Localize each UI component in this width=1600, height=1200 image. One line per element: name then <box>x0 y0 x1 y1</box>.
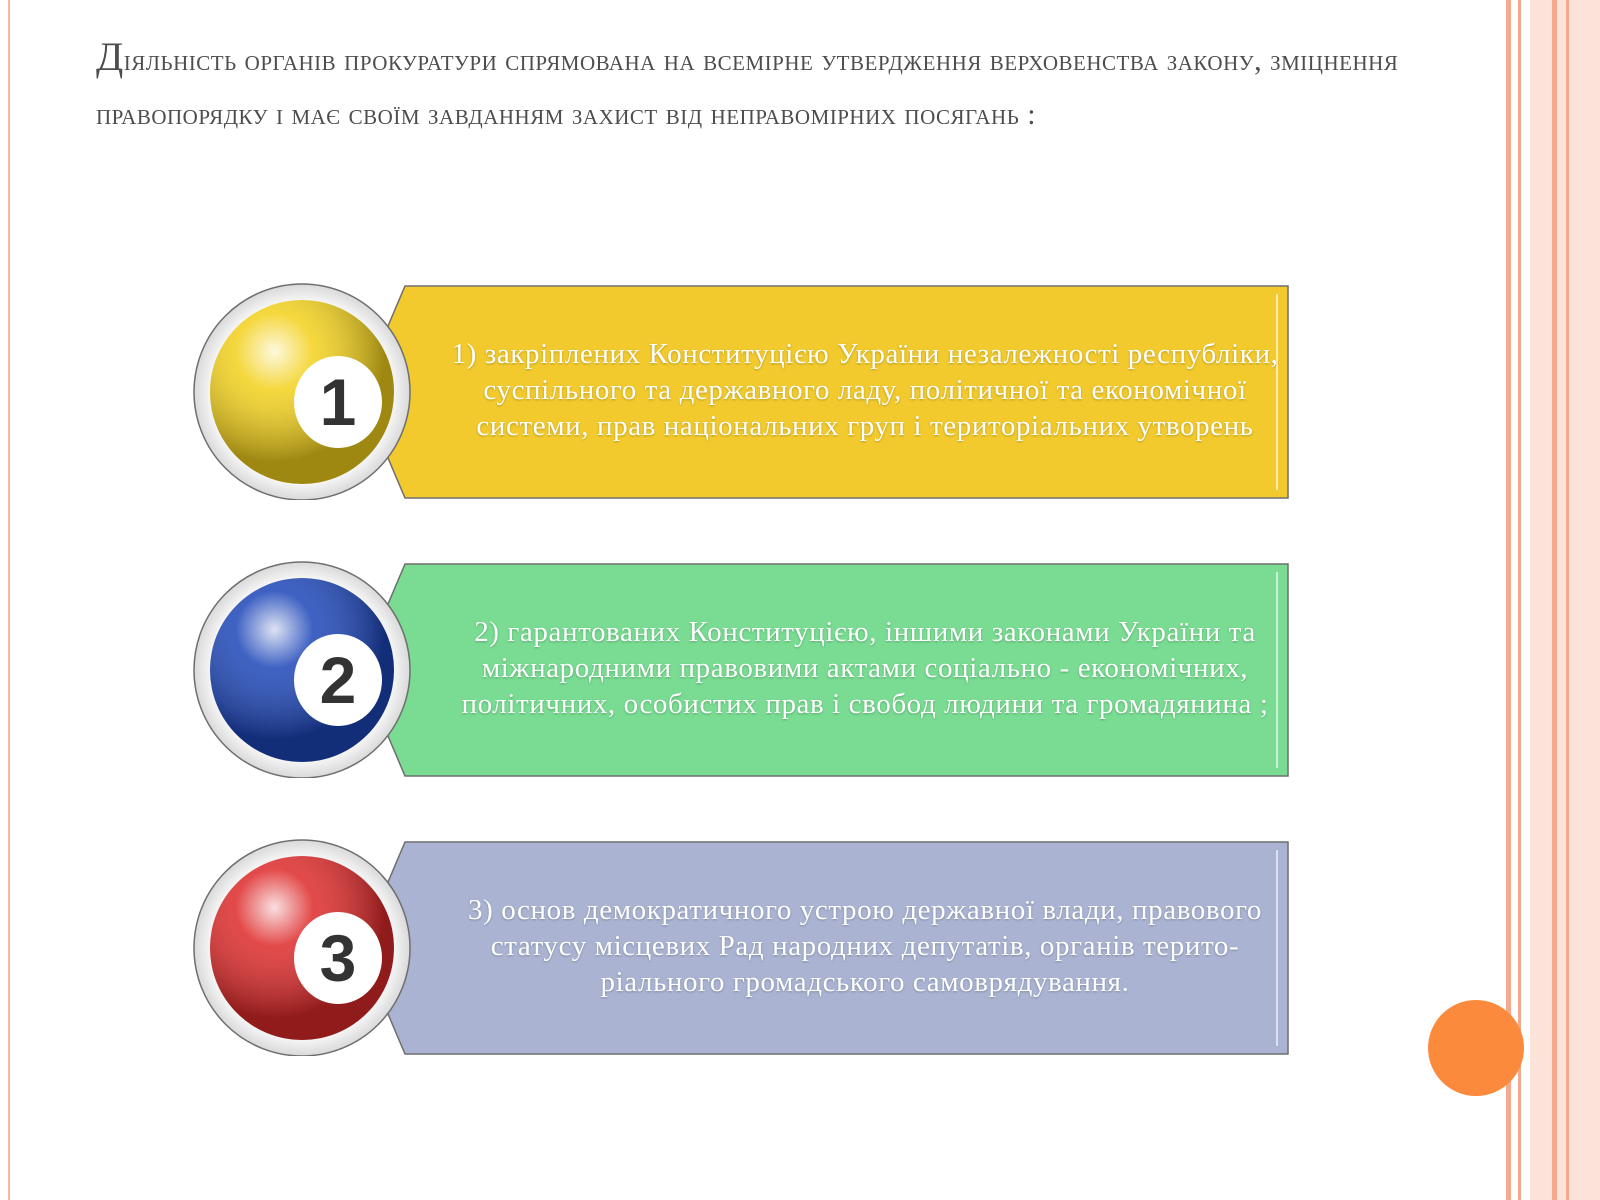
slide-title <box>96 30 1416 142</box>
orange-decorative-dot <box>1428 1000 1524 1096</box>
title-text: іяльність органів прокуратури спрямована на всемірне утвердження верховенства закону, зміцнення правопорядку і має своїм завданням захист від неправомірних посягань : <box>96 44 1399 131</box>
list-item <box>190 836 1290 1056</box>
list-item <box>190 280 1290 500</box>
left-border-line <box>8 0 10 1200</box>
accent-stripe <box>1518 0 1521 1200</box>
accent-stripe <box>1552 0 1557 1200</box>
accent-stripe <box>1566 0 1569 1200</box>
ball-number: 2 <box>319 643 357 717</box>
right-decorative-band <box>1530 0 1600 1200</box>
item-text: 2) гарантованих Конституцією, іншими законами України та міжнародними правовими актами соціально - економічних, політичних, особистих прав і свобод людини та громадянина ; <box>461 616 1269 720</box>
list-item <box>190 558 1290 778</box>
ball-number: 1 <box>319 365 357 439</box>
item-text: 3) основ демократичного устрою державної влади, правового статусу місцевих Рад народних депутатів, органів терито-ріального громадського самоврядування. <box>468 894 1262 998</box>
ball-number: 3 <box>319 921 357 995</box>
item-text: 1) закріплених Конституцією України незалежності республіки, суспільного та державного ладу, політичної та економічної системи, прав національних груп і територіальних утворень <box>451 338 1279 442</box>
title-first-letter: Д <box>96 34 124 79</box>
